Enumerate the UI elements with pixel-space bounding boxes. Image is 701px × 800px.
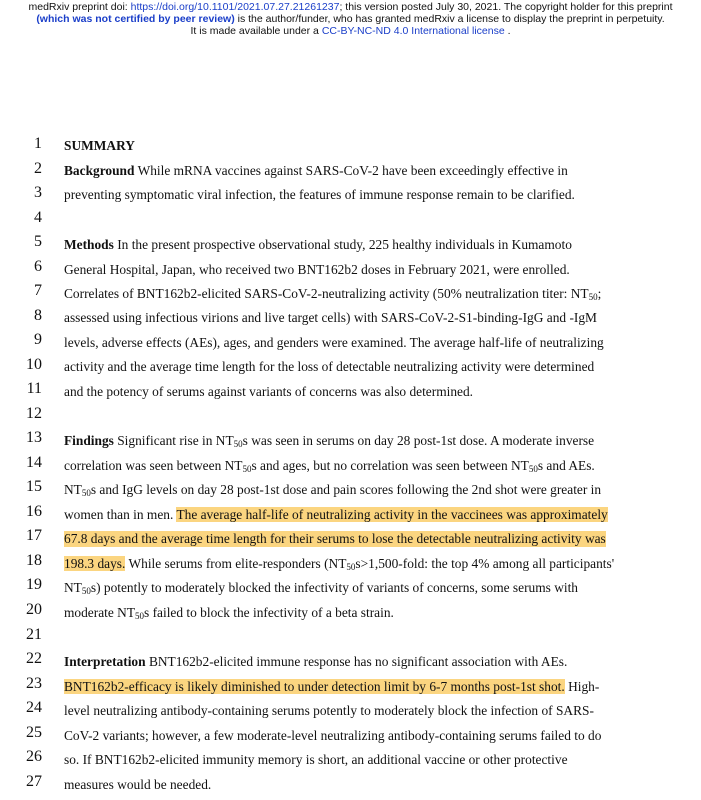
text-segment: s was seen in serums on day 28 post-1st dose. A moderate inverse (242, 433, 595, 448)
line-number: 10 (26, 356, 42, 373)
line-number: 17 (26, 527, 42, 544)
text-line (64, 679, 644, 695)
text-line (64, 580, 644, 596)
text-segment: s and IgG levels on day 28 post-1st dose and pain scores following the 2nd shot were greater in (90, 482, 602, 497)
highlighted-text: 198.3 days. (64, 556, 126, 571)
line-number: 19 (26, 576, 42, 593)
text-line: activity and the average time length for the loss of detectable neutralizing activity were determined (64, 359, 595, 374)
text-line: CoV-2 variants; however, a few moderate-level neutralizing antibody-containing serums failed to do (64, 728, 602, 743)
highlighted-text: BNT162b2-efficacy is likely diminished to under detection limit by 6-7 months post-1st shot. (64, 679, 565, 694)
line-number: 24 (26, 699, 42, 716)
text-segment: s>1,500-fold: the top 4% among all participants' (355, 556, 615, 571)
text-segment: High- (568, 679, 600, 694)
line-number: 20 (26, 601, 42, 618)
text-segment: NT (64, 482, 82, 497)
subscript: 50 (588, 292, 598, 302)
text-segment: s and ages, but no correlation was seen between NT (251, 458, 529, 473)
line-number: 7 (34, 282, 42, 299)
highlighted-text: The average half-life of neutralizing activity in the vaccinees was approximately (176, 507, 608, 522)
text-line (64, 507, 644, 523)
text-segment: correlation was seen between NT (64, 458, 243, 473)
line-number: 23 (26, 675, 42, 692)
text-segment: ; (597, 286, 602, 301)
text-line (64, 556, 644, 572)
text-segment: Significant rise in NT (117, 433, 234, 448)
text-line: and the potency of serums against variants of concerns was also determined. (64, 384, 474, 399)
text-line: levels, adverse effects (AEs), ages, and genders were examined. The average half-life of neutralizing (64, 335, 604, 350)
line-number: 2 (34, 160, 42, 177)
line-number: 22 (26, 650, 42, 667)
text-line (64, 433, 644, 449)
text-segment: s) potently to moderately blocked the infectivity of variants of concerns, some serums with (90, 580, 579, 595)
text-line: measures would be needed. (64, 777, 212, 792)
methods-heading: Methods (64, 237, 114, 252)
line-number: 4 (34, 209, 42, 226)
line-number: 6 (34, 258, 42, 275)
text-segment: women than in men. (64, 507, 174, 522)
line-number: 18 (26, 552, 42, 569)
line-number: 16 (26, 503, 42, 520)
line-number: 27 (26, 773, 42, 790)
text-line: so. If BNT162b2-elicited immunity memory is short, an additional vaccine or other protective (64, 752, 568, 767)
subscript: 50 (528, 464, 538, 474)
license-link[interactable]: CC-BY-NC-ND 4.0 International license (321, 25, 505, 37)
header-doi-prefix: medRxiv preprint doi: (28, 1, 131, 13)
line-number: 8 (34, 307, 42, 324)
text-line (64, 654, 644, 670)
findings-heading: Findings (64, 433, 114, 448)
text-segment: While serums from elite-responders (NT (128, 556, 347, 571)
text-line (64, 458, 644, 474)
subscript: 50 (135, 611, 145, 621)
line-number: 13 (26, 429, 42, 446)
subscript: 50 (81, 488, 91, 498)
line-number: 1 (34, 135, 42, 152)
line-number: 3 (34, 184, 42, 201)
background-line (64, 163, 568, 179)
text-segment: moderate NT (64, 605, 136, 620)
line-number: 9 (34, 331, 42, 348)
text-line: General Hospital, Japan, who received two BNT162b2 doses in February 2021, were enrolled. (64, 262, 570, 277)
text-line (64, 482, 644, 498)
text-line (64, 286, 644, 302)
header-copyright-text: ; this version posted July 30, 2021. The copyright holder for this preprint (339, 1, 673, 13)
methods-text: In the present prospective observational study, 225 healthy individuals in Kumamoto (117, 237, 572, 252)
text-segment: NT (64, 580, 82, 595)
header-available-text: It is made available under a (190, 25, 322, 37)
subscript: 50 (233, 439, 243, 449)
interpretation-text: BNT162b2-elicited immune response has no significant association with AEs. (148, 654, 568, 669)
text-segment: Correlates of BNT162b2-elicited SARS-CoV-2-neutralizing activity (50% neutralization titer: NT (64, 286, 589, 301)
text-segment: s and AEs. (537, 458, 595, 473)
doi-link[interactable]: https://doi.org/10.1101/2021.07.27.21261237 (130, 1, 340, 13)
line-number: 25 (26, 724, 42, 741)
line-number: 26 (26, 748, 42, 765)
line-number: 15 (26, 478, 42, 495)
peer-review-note: (which was not certified by peer review) (36, 13, 235, 25)
text-line: assessed using infectious virions and live target cells) with SARS-CoV-2-S1-binding-IgG and -IgM (64, 310, 597, 325)
line-number: 14 (26, 454, 42, 471)
background-text: While mRNA vaccines against SARS-CoV-2 have been exceedingly effective in (137, 163, 568, 178)
highlighted-text: 67.8 days and the average time length for their serums to lose the detectable neutralizing activity was (64, 531, 606, 546)
header-license-text: is the author/funder, who has granted medRxiv a license to display the preprint in perpetuity. (234, 13, 665, 25)
line-number: 12 (26, 405, 42, 422)
summary-title: SUMMARY (64, 138, 135, 153)
summary-heading (64, 138, 644, 154)
subscript: 50 (346, 562, 356, 572)
subscript: 50 (81, 586, 91, 596)
text-line (64, 531, 644, 547)
text-line: level neutralizing antibody-containing serums potently to moderately block the infection of SARS- (64, 703, 594, 718)
text-line (64, 237, 644, 253)
text-line (64, 605, 644, 621)
text-line (64, 163, 644, 179)
text-line: preventing symptomatic viral infection, the features of immune response remain to be clarified. (64, 187, 575, 202)
header-period: . (504, 25, 511, 37)
background-heading: Background (64, 163, 135, 178)
text-segment: s failed to block the infectivity of a beta strain. (144, 605, 394, 620)
line-number: 5 (34, 233, 42, 250)
line-number: 11 (26, 380, 42, 397)
interpretation-heading: Interpretation (64, 654, 146, 669)
subscript: 50 (242, 464, 252, 474)
line-number: 21 (26, 626, 42, 643)
